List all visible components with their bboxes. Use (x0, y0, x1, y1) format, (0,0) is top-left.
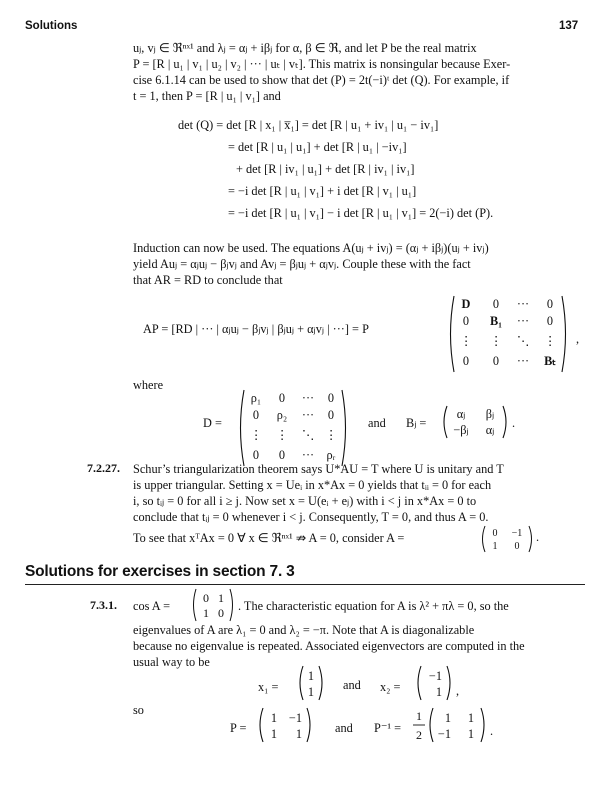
and-text: and (343, 678, 361, 692)
running-header: Solutions (25, 20, 78, 32)
matrix-cell: 0 (492, 297, 500, 311)
text-line: that AR = RD to conclude that (133, 273, 283, 287)
section-title: Solutions for exercises in section 7. 3 (25, 563, 295, 580)
det-equation: = det [R | u₁ | u₁] + det [R | u₁ | −iv₁] (228, 140, 407, 154)
one-half-fraction (412, 708, 426, 744)
and-text: and (335, 721, 353, 735)
text-line: usual way to be (133, 655, 210, 669)
matrix-cell: ⋱ (301, 428, 315, 442)
matrix-cell: ··· (516, 314, 530, 328)
matrix-cell: 0 (327, 391, 335, 405)
ap-equation: AP = [RD | ··· | αⱼuⱼ − βⱼvⱼ | βⱼuⱼ + αⱼvⱼ | ···] = P (143, 322, 369, 336)
pinv-matrix (426, 706, 488, 744)
text-line: cise 6.1.14 can be used to show that det (P) = 2t(−i)ᵗ det (Q). For example, if (133, 73, 510, 87)
text-line: uⱼ, vⱼ ∈ ℜⁿˣ¹ and λⱼ = αⱼ + iβⱼ for α, β ∈ ℜ, and let P be the real matrix (133, 41, 477, 55)
period: . (490, 724, 494, 738)
matrix-cell: 1 (307, 669, 315, 683)
matrix-cell: βⱼ (485, 407, 495, 421)
matrix-cell: 0 (327, 408, 335, 422)
matrix-cell: 0 (514, 541, 520, 552)
fraction-numerator: 1 (416, 709, 422, 723)
matrix-cell: 0 (278, 391, 286, 405)
matrix-cell: ··· (301, 448, 315, 462)
matrix-cell: B₁ (490, 314, 502, 328)
text-line: is upper triangular. Setting x = Ueᵢ in x*Ax = 0 yields that tᵢᵢ = 0 for each (133, 478, 492, 492)
matrix-cell: 0 (252, 408, 260, 422)
matrix-cell: −1 (288, 711, 302, 725)
matrix-cell: αⱼ (485, 423, 495, 437)
matrix-cell: 0 (546, 297, 554, 311)
matrix-cell: 0 (492, 528, 498, 539)
matrix-cell: 1 (435, 685, 442, 699)
text-line: . The characteristic equation for A is λ² + πλ = 0, so the (238, 599, 509, 613)
matrix-cell: −1 (437, 727, 451, 741)
matrix-cell: ··· (516, 354, 530, 368)
x1-vector (296, 664, 326, 702)
matrix-cell: 0 (492, 354, 500, 368)
matrix-cell: ρ₁ (250, 391, 262, 405)
section-rule (25, 584, 585, 585)
matrix-cell: Bₜ (544, 354, 556, 368)
and-text: and (368, 416, 386, 430)
matrix-cell: 0 (546, 314, 554, 328)
period: . (512, 416, 516, 430)
matrix-cell: ⋱ (516, 334, 530, 348)
matrix-cell: ⋮ (543, 334, 557, 348)
text-line: because no eigenvalue is repeated. Associated eigenvectors are computed in the (133, 639, 525, 653)
text-line: Schur’s triangularization theorem says U*AU = T where U is unitary and T (133, 462, 504, 476)
matrix-cell: −1 (428, 669, 442, 683)
matrix-cell: 0 (462, 314, 470, 328)
matrix-cell: ρ₂ (276, 408, 288, 422)
matrix-cell: 1 (467, 727, 474, 741)
text-line: conclude that tᵢⱼ = 0 whenever i < j. Consequently, T = 0, and thus A = 0. (133, 510, 489, 524)
d-lhs: D = (203, 416, 222, 430)
matrix-cell: 1 (307, 685, 315, 699)
text-line: yield Auⱼ = αⱼuⱼ − βⱼvⱼ and Avⱼ = βⱼuⱼ + αⱼvⱼ. Couple these with the fact (133, 257, 471, 271)
d-matrix (236, 388, 352, 468)
text-line: so (133, 703, 144, 717)
det-equation: det (Q) = det [R | x₁ | x̅₁] = det [R | u₁ + iv₁ | u₁ − iv₁] (178, 118, 439, 132)
block-diagonal-matrix (446, 294, 574, 374)
x2-vector (414, 664, 454, 702)
matrix-cell: ⋮ (275, 428, 289, 442)
text-line: P = [R | u₁ | v₁ | u₂ | v₂ | ··· | uₜ | vₜ]. This matrix is nonsingular because Exer- (133, 57, 511, 71)
matrix-cell: 1 (492, 541, 498, 552)
p-lhs: P = (230, 721, 247, 735)
matrix-cell: 0 (252, 448, 260, 462)
bj-lhs: Bⱼ = (406, 416, 427, 430)
det-equation: = −i det [R | u₁ | v₁] − i det [R | u₁ | v₁] = 2(−i) det (P). (228, 206, 494, 220)
matrix-cell: 1 (218, 591, 224, 605)
det-equation: + det [R | iv₁ | u₁] + det [R | iv₁ | iv₁] (236, 162, 415, 176)
matrix-cell: ⋮ (459, 334, 473, 348)
pinv-lhs: P⁻¹ = (374, 721, 402, 735)
matrix-cell: 0 (218, 606, 224, 620)
text-line: cos A = (133, 599, 170, 613)
matrix-cell: 0 (278, 448, 286, 462)
matrix-cell: 1 (270, 711, 277, 725)
text-line: Induction can now be used. The equations A(uⱼ + ivⱼ) = (αⱼ + iβⱼ)(uⱼ + ivⱼ) (133, 241, 489, 255)
matrix-cell: 1 (295, 727, 302, 741)
counterexample-matrix (479, 525, 535, 553)
matrix-cell: αⱼ (456, 407, 466, 421)
text-line: t = 1, then P = [R | u₁ | v₁] and (133, 89, 281, 103)
matrix-cell: 1 (444, 711, 451, 725)
exercise-label: 7.2.27. (87, 461, 120, 475)
matrix-cell: ··· (516, 297, 530, 311)
matrix-cell: ⋮ (249, 428, 263, 442)
matrix-cell: −βⱼ (453, 423, 469, 437)
matrix-cell: 1 (467, 711, 474, 725)
text-line: i, so tᵢⱼ = 0 for all i ≥ j. Now set x = U(eᵢ + eⱼ) with i < j in x*Ax = 0 to (133, 494, 477, 508)
matrix-cell: ··· (301, 391, 315, 405)
matrix-cell: 0 (203, 591, 209, 605)
comma: , (456, 684, 460, 698)
text-line: To see that xᵀAx = 0 ∀ x ∈ ℜⁿˣ¹ ⇏ A = 0, consider A = (133, 531, 405, 545)
matrix-cell: 0 (462, 354, 470, 368)
bj-matrix (440, 404, 510, 440)
x1-lhs: x₁ = (258, 680, 279, 694)
period: . (536, 530, 540, 544)
exercise-label: 7.3.1. (90, 598, 117, 612)
matrix-cell: ··· (301, 408, 315, 422)
x2-lhs: x₂ = (380, 680, 401, 694)
matrix-cell: ρᵣ (326, 448, 336, 462)
fraction-denominator: 2 (416, 728, 422, 742)
page-number: 137 (559, 20, 579, 32)
matrix-cell: 1 (270, 727, 277, 741)
det-equation: = −i det [R | u₁ | v₁] + i det [R | v₁ | u₁] (228, 184, 417, 198)
matrix-cell: ⋮ (324, 428, 338, 442)
cos-a-matrix (190, 588, 236, 622)
matrix-cell: ⋮ (489, 334, 503, 348)
matrix-cell: −1 (511, 528, 523, 539)
text-line: eigenvalues of A are λ₁ = 0 and λ₂ = −π. Note that A is diagonalizable (133, 623, 475, 637)
p-matrix (256, 706, 314, 744)
comma: , (576, 332, 580, 346)
text-line: where (133, 378, 164, 392)
matrix-cell: 1 (203, 606, 209, 620)
matrix-cell: D (461, 297, 471, 311)
